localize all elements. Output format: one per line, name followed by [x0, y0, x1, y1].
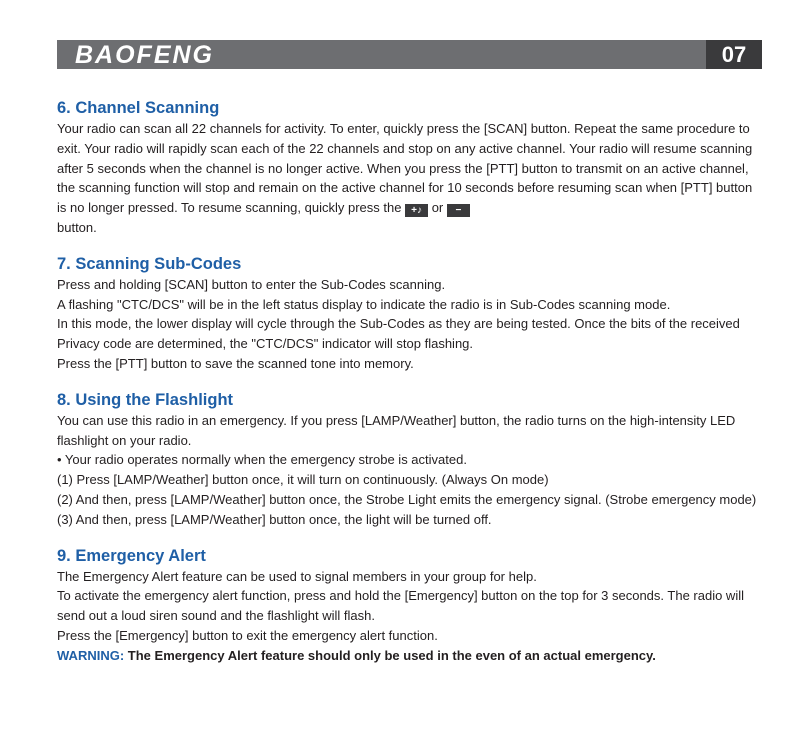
minus-key-icon: − [447, 204, 470, 217]
warning-line [57, 646, 762, 666]
page-header [57, 40, 762, 69]
paragraph-line: Press the [Emergency] button to exit the emergency alert function. [57, 627, 438, 643]
plus-key-icon: +♪ [405, 204, 428, 217]
paragraph-line: Press the [PTT] button to save the scanned tone into memory. [57, 355, 414, 371]
brand-name: BAOFENG [75, 42, 214, 67]
paragraph-line: To activate the emergency alert function, press and hold the [Emergency] button on the top for 3 seconds. The radio will send out a loud siren sound and the flashlight will flash. [57, 588, 744, 624]
paragraph-text: Your radio can scan all 22 channels for activity. To enter, quickly press the [SCAN] button. Repeat the same procedure to exit. Your radio will rapidly scan each of the 22 channels and stop on any active channel. Your radio will resume scanning after 5 seconds when the channel is no longer active. When you press the [PTT] button to transmit on an active channel, the scanning function will stop and remain on the active channel for 10 seconds before resuming scan when [PTT] button is no longer pressed. To resume scanning, quickly press the [57, 121, 753, 216]
paragraph-line: Press and holding [SCAN] button to enter the Sub-Codes scanning. [57, 276, 446, 292]
paragraph-line: (3) And then, press [LAMP/Weather] button once, the light will be turned off. [57, 511, 492, 527]
paragraph-line: The Emergency Alert feature can be used to signal members in your group for help. [57, 568, 537, 584]
section-title: 8. Using the Flashlight [57, 390, 234, 409]
paragraph-line: (2) And then, press [LAMP/Weather] button once, the Strobe Light emits the emergency signal. (Strobe emergency mode) [57, 491, 757, 507]
section-channel-scanning [57, 97, 762, 238]
warning-text: The Emergency Alert feature should only be used in the even of an actual emergency. [127, 647, 656, 663]
section-emergency-alert [57, 545, 762, 666]
section-using-flashlight [57, 389, 762, 530]
paragraph-line: You can use this radio in an emergency. If you press [LAMP/Weather] button, the radio turns on the high-intensity LED flashlight on your radio. [57, 412, 736, 448]
paragraph-line: (1) Press [LAMP/Weather] button once, it will turn on continuously. (Always On mode) [57, 472, 549, 488]
paragraph-line: • Your radio operates normally when the emergency strobe is activated. [57, 452, 467, 468]
section-scanning-sub-codes [57, 253, 762, 374]
button-word: button. [57, 219, 97, 235]
paragraph-line: In this mode, the lower display will cycle through the Sub-Codes as they are being tested. Once the bits of the received Privacy code are determined, the "CTC/DCS" indicator will stop flashing. [57, 316, 740, 352]
paragraph-line: A flashing "CTC/DCS" will be in the left status display to indicate the radio is in Sub-Codes scanning mode. [57, 296, 671, 312]
baofeng-logo [75, 42, 275, 67]
section-paragraph [57, 119, 762, 238]
manual-content [57, 97, 762, 681]
page-number: 07 [706, 40, 762, 69]
warning-label: WARNING: [57, 647, 125, 663]
section-title: 9. Emergency Alert [57, 546, 206, 565]
section-title: 7. Scanning Sub-Codes [57, 254, 242, 273]
or-text: or [431, 200, 444, 216]
section-title: 6. Channel Scanning [57, 99, 220, 117]
